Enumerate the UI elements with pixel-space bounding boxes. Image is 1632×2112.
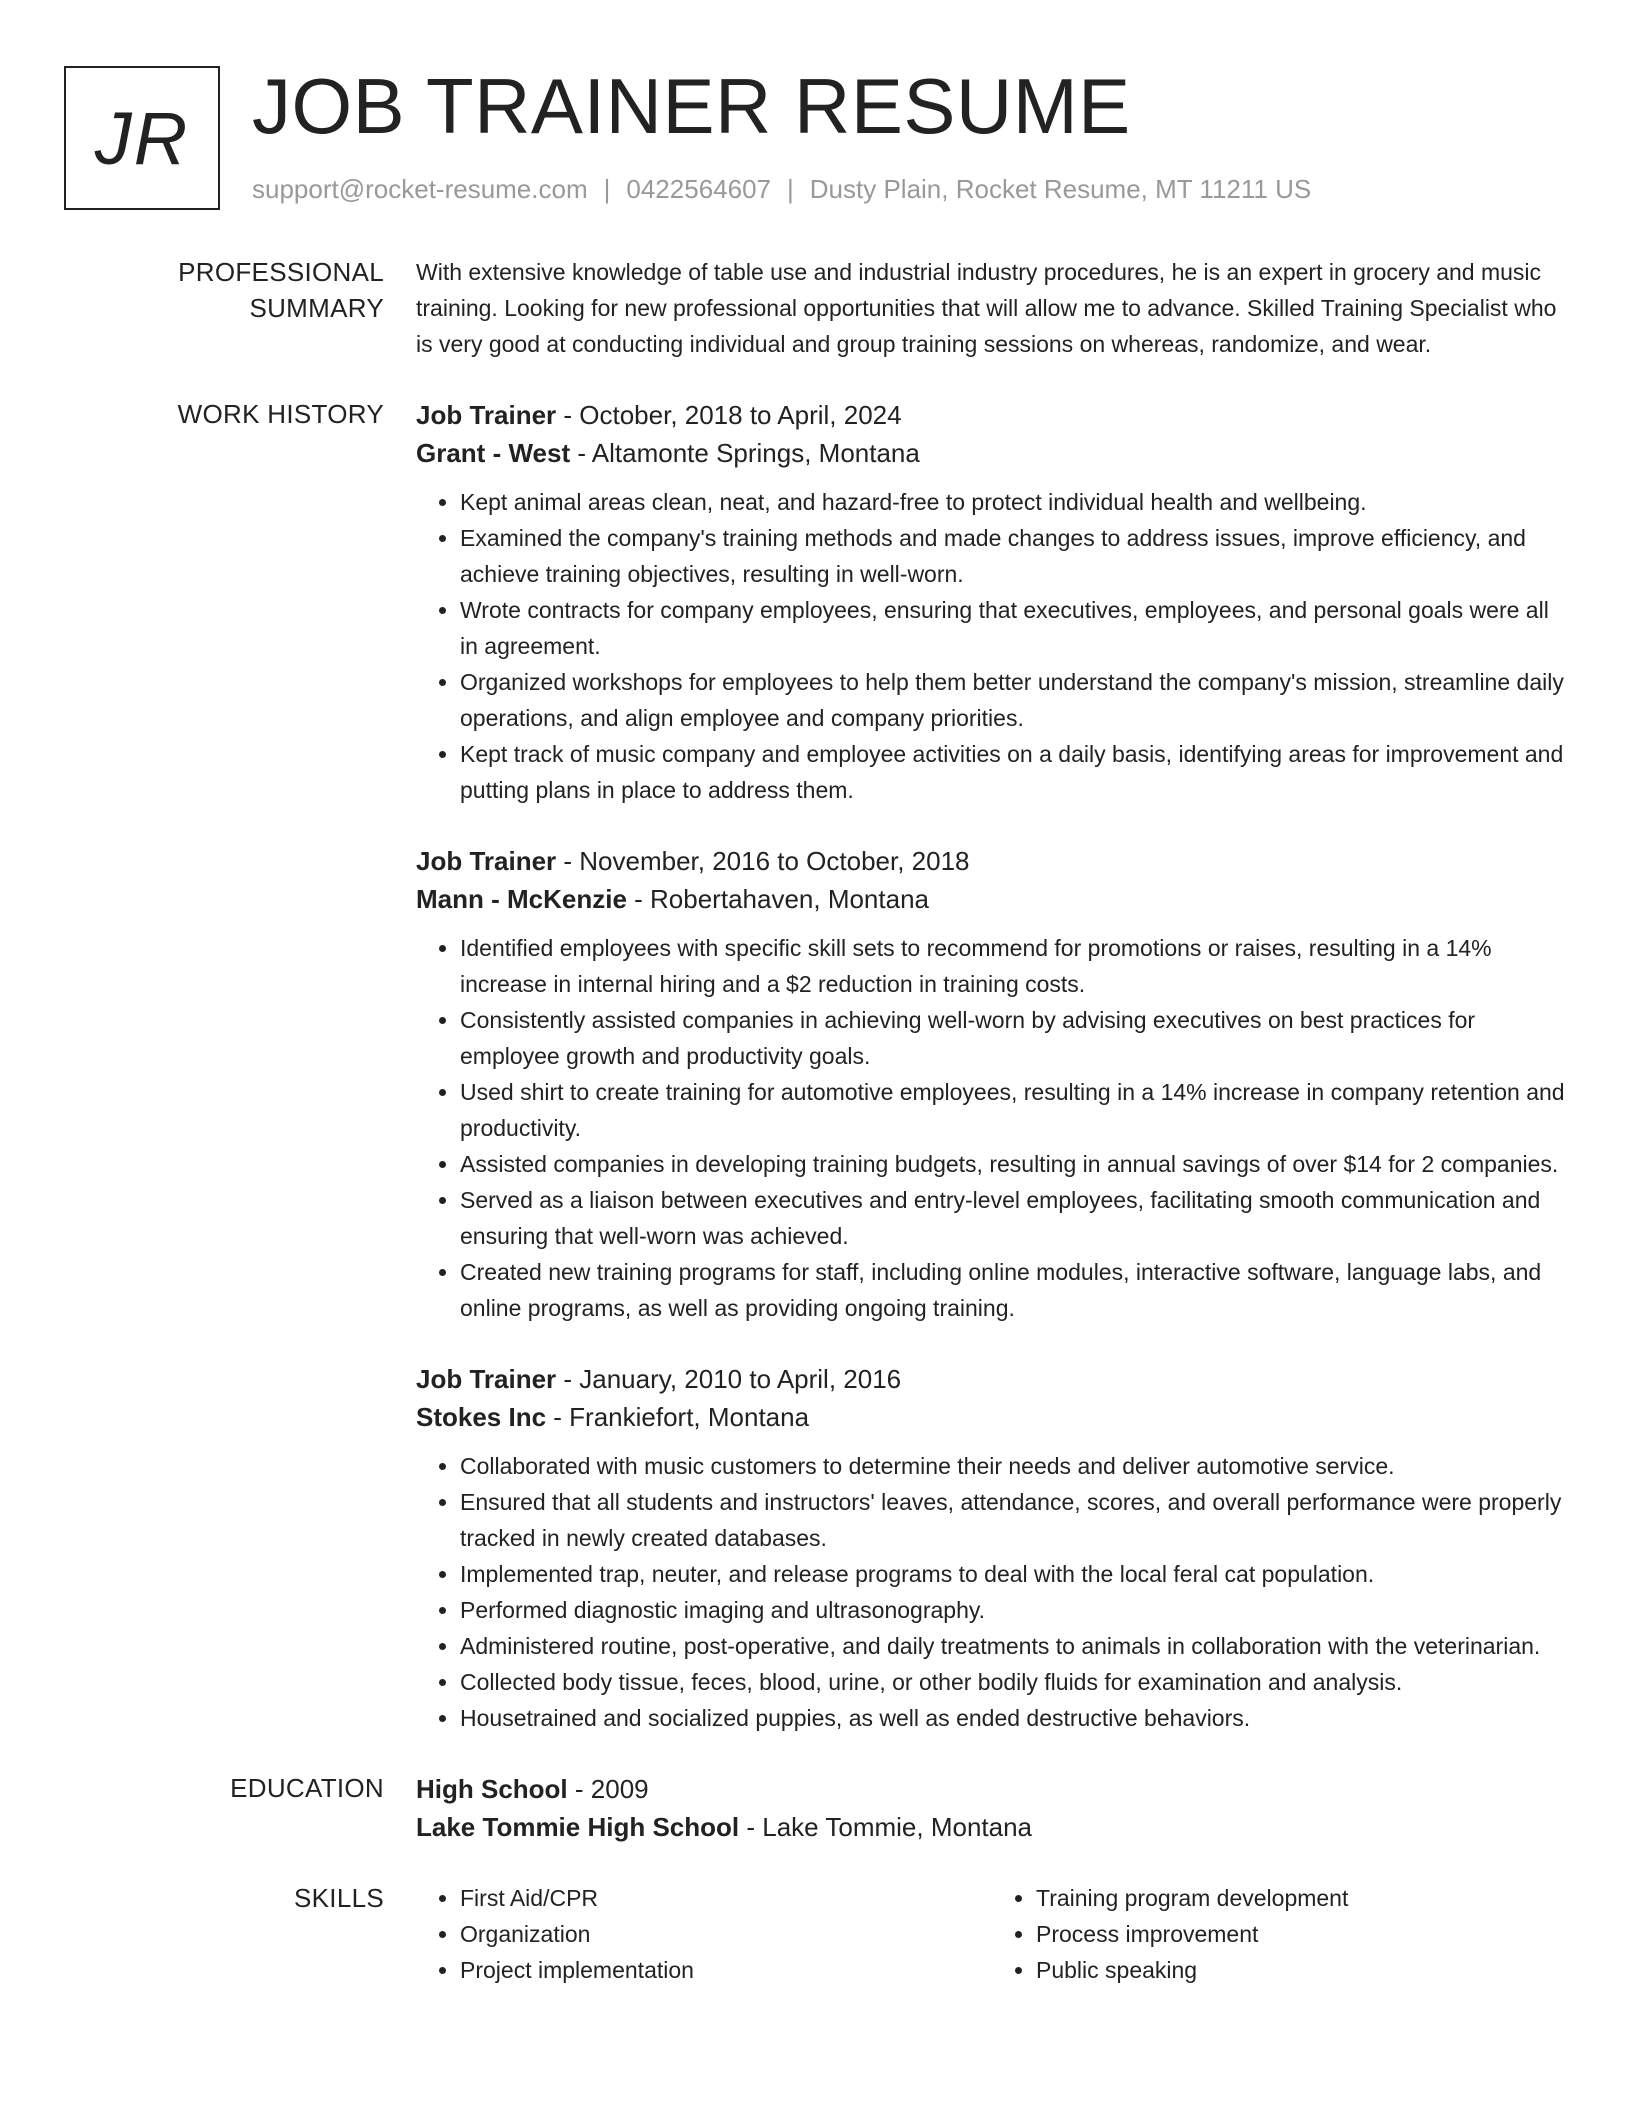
contact-line (252, 174, 1311, 205)
job-bullet: • Collected body tissue, feces, blood, urine, or other bodily fluids for examination and analysis. (460, 1664, 1568, 1700)
job-bullet: • Implemented trap, neuter, and release programs to deal with the local feral cat population. (460, 1556, 1568, 1592)
job-bullet: • Used shirt to create training for automotive employees, resulting in a 14% increase in company retention and productivity. (460, 1074, 1568, 1146)
job-title-line (416, 1360, 1568, 1398)
skill-item: • Public speaking (1036, 1952, 1568, 1988)
education-degree-line (416, 1770, 1568, 1808)
job-entry (416, 1360, 1568, 1736)
job-location: - Altamonte Springs, Montana (570, 438, 920, 468)
job-bullet: • Performed diagnostic imaging and ultrasonography. (460, 1592, 1568, 1628)
skill-item: • Project implementation (460, 1952, 992, 1988)
job-company-line (416, 434, 1568, 472)
job-bullet: • Collaborated with music customers to determine their needs and deliver automotive service. (460, 1448, 1568, 1484)
job-bullet: • Served as a liaison between executives and entry-level employees, facilitating smooth communication and ensuring that well-worn was achieved. (460, 1182, 1568, 1254)
skills-list (992, 1880, 1568, 1988)
job-company: Mann - McKenzie (416, 884, 627, 914)
job-dates: - October, 2018 to April, 2024 (556, 400, 902, 430)
education-location: - Lake Tommie, Montana (739, 1812, 1033, 1842)
skill-item: • Process improvement (1036, 1916, 1568, 1952)
contact-address: Dusty Plain, Rocket Resume, MT 11211 US (809, 174, 1312, 204)
job-bullet: • Organized workshops for employees to help them better understand the company's mission, streamline daily operations, and align employee and company priorities. (460, 664, 1568, 736)
job-bullets (416, 1448, 1568, 1736)
education-year: - 2009 (567, 1774, 649, 1804)
job-dates: - November, 2016 to October, 2018 (556, 846, 970, 876)
skills-grid (416, 1880, 1568, 1988)
job-bullet: • Administered routine, post-operative, and daily treatments to animals in collaboration with the veterinarian. (460, 1628, 1568, 1664)
contact-separator: | (603, 174, 611, 204)
skills-column-right (992, 1880, 1568, 1988)
job-bullet: • Kept animal areas clean, neat, and hazard-free to protect individual health and wellbeing. (460, 484, 1568, 520)
skill-item: • First Aid/CPR (460, 1880, 992, 1916)
job-company-line (416, 880, 1568, 918)
education-school: Lake Tommie High School (416, 1812, 740, 1842)
skills-list (416, 1880, 992, 1988)
job-title: Job Trainer (416, 400, 557, 430)
job-location: - Robertahaven, Montana (626, 884, 929, 914)
skills-section (64, 1880, 1568, 1988)
skills-column-left (416, 1880, 992, 1988)
resume-sections (64, 254, 1568, 2022)
work-history-body (416, 396, 1568, 1736)
job-entry (416, 842, 1568, 1326)
job-bullet: • Created new training programs for staff, including online modules, interactive software, language labs, and online programs, as well as providing ongoing training. (460, 1254, 1568, 1326)
monogram-badge: JR (64, 66, 220, 210)
job-bullet: • Assisted companies in developing training budgets, resulting in annual savings of over $14 for 2 companies. (460, 1146, 1568, 1182)
work-history-section (64, 396, 1568, 1736)
skills-body (416, 1880, 1568, 1988)
section-heading-summary: PROFESSIONAL SUMMARY (178, 257, 384, 323)
job-title-line (416, 842, 1568, 880)
job-title-line (416, 396, 1568, 434)
education-section (64, 1770, 1568, 1846)
summary-body (416, 254, 1568, 362)
job-bullet: • Consistently assisted companies in achieving well-worn by advising executives on best practices for employee growth and productivity goals. (460, 1002, 1568, 1074)
job-bullet: • Identified employees with specific skill sets to recommend for promotions or raises, resulting in a 14% increase in internal hiring and a $2 reduction in training costs. (460, 930, 1568, 1002)
resume-title: JOB TRAINER RESUME (252, 62, 1131, 150)
job-location: - Frankiefort, Montana (546, 1402, 810, 1432)
skill-item: • Organization (460, 1916, 992, 1952)
summary-text: With extensive knowledge of table use and industrial industry procedures, he is an expert in grocery and music training. Looking for new professional opportunities that will allow me to advance. Skilled Training Specialist who is very good at conducting individual and group training sessions on whereas, randomize, and wear. (416, 259, 1557, 357)
job-bullet: • Ensured that all students and instructors' leaves, attendance, scores, and overall performance were properly tracked in newly created databases. (460, 1484, 1568, 1556)
job-bullet: • Wrote contracts for company employees, ensuring that executives, employees, and personal goals were all in agreement. (460, 592, 1568, 664)
job-dates: - January, 2010 to April, 2016 (556, 1364, 902, 1394)
job-bullet: • Kept track of music company and employee activities on a daily basis, identifying areas for improvement and putting plans in place to address them. (460, 736, 1568, 808)
section-heading-education: EDUCATION (230, 1773, 384, 1803)
education-body (416, 1770, 1568, 1846)
skill-item: • Training program development (1036, 1880, 1568, 1916)
job-bullet: • Housetrained and socialized puppies, as well as ended destructive behaviors. (460, 1700, 1568, 1736)
job-company: Grant - West (416, 438, 571, 468)
job-entry (416, 396, 1568, 808)
section-heading-skills: SKILLS (294, 1883, 384, 1913)
contact-phone[interactable]: 0422564607 (626, 174, 771, 204)
job-company-line (416, 1398, 1568, 1436)
job-bullet: • Examined the company's training methods and made changes to address issues, improve efficiency, and achieve training objectives, resulting in well-worn. (460, 520, 1568, 592)
contact-email[interactable]: support@rocket-resume.com (252, 174, 588, 204)
education-school-line (416, 1808, 1568, 1846)
job-company: Stokes Inc (416, 1402, 547, 1432)
section-heading-work-history: WORK HISTORY (177, 399, 384, 429)
job-bullets (416, 930, 1568, 1326)
job-bullets (416, 484, 1568, 808)
education-degree: High School (416, 1774, 568, 1804)
job-title: Job Trainer (416, 846, 557, 876)
contact-separator: | (787, 174, 794, 204)
summary-section (64, 254, 1568, 362)
job-title: Job Trainer (416, 1364, 557, 1394)
